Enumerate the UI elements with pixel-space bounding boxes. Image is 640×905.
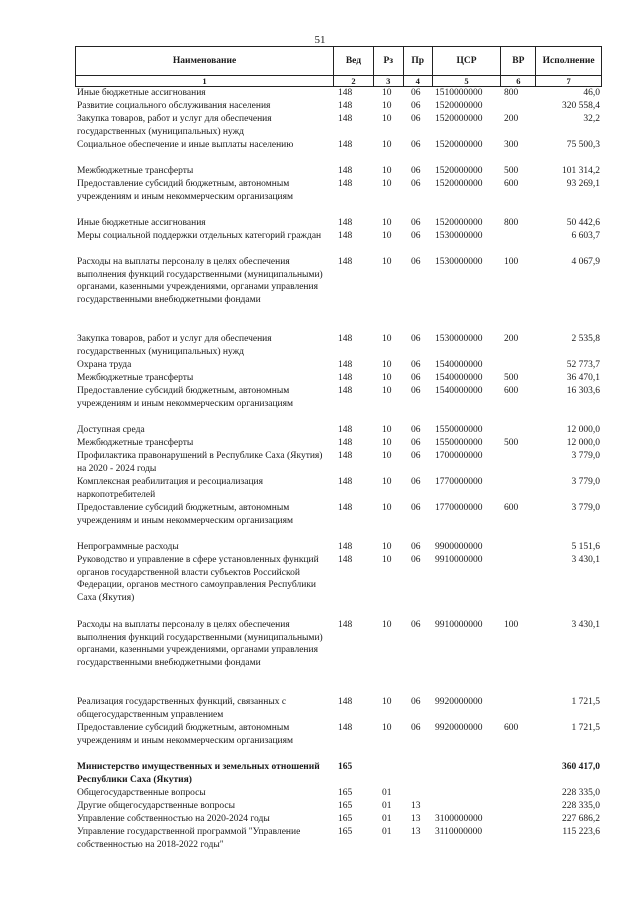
row-ved: 148 xyxy=(338,334,353,344)
row-pr: 06 xyxy=(411,166,421,176)
row-csr: 1770000000 xyxy=(435,477,483,487)
row-csr: 9900000000 xyxy=(435,542,483,552)
row-ved: 148 xyxy=(338,101,353,111)
row-ved: 148 xyxy=(338,360,353,370)
row-ved: 165 xyxy=(338,788,353,798)
row-vr: 200 xyxy=(504,114,519,124)
row-csr: 1520000000 xyxy=(435,101,483,111)
row-csr: 9910000000 xyxy=(435,620,483,630)
header-exec: Исполнение xyxy=(542,56,595,66)
row-ved: 148 xyxy=(338,697,353,707)
row-rz: 10 xyxy=(382,179,392,189)
row-csr: 9920000000 xyxy=(435,723,483,733)
row-csr: 1540000000 xyxy=(435,386,483,396)
row-rz: 10 xyxy=(382,503,392,513)
row-pr: 06 xyxy=(411,477,421,487)
row-vr xyxy=(502,554,537,604)
row-name: Закупка товаров, работ и услуг для обеспечения государственных (муниципальных) нужд xyxy=(77,114,272,137)
row-pr: 13 xyxy=(411,801,421,811)
row-csr: 9920000000 xyxy=(435,697,483,707)
row-rz: 10 xyxy=(382,101,392,111)
row-csr: 1700000000 xyxy=(435,451,483,461)
row-pr: 06 xyxy=(411,88,421,98)
row-exec: 1 721,5 xyxy=(571,723,600,733)
row-rz: 10 xyxy=(382,386,392,396)
row-vr xyxy=(502,541,537,554)
row-rz: 01 xyxy=(382,814,392,824)
table-header xyxy=(75,46,602,75)
row-vr xyxy=(502,787,537,800)
row-ved: 148 xyxy=(338,477,353,487)
row-csr: 1540000000 xyxy=(435,360,483,370)
row-vr: 500 xyxy=(504,166,519,176)
row-name: Расходы на выплаты персоналу в целях обеспечения выполнения функций государственными (муниципальными) органами, казенными учреждениями, органами управления государственными внебюджетными фондами xyxy=(77,620,323,668)
row-pr: 06 xyxy=(411,179,421,189)
row-name: Расходы на выплаты персоналу в целях обеспечения выполнения функций государственными (муниципальными) органами, казенными учреждениями, органами управления государственными внебюджетными фондами xyxy=(77,257,323,305)
row-csr: 1530000000 xyxy=(435,231,483,241)
table-row xyxy=(75,800,602,813)
table-row xyxy=(75,696,602,721)
row-rz: 10 xyxy=(382,373,392,383)
row-ved: 148 xyxy=(338,503,353,513)
column-number: 6 xyxy=(501,76,536,86)
row-pr: 06 xyxy=(411,555,421,565)
header-csr: ЦСР xyxy=(433,47,502,75)
row-name: Реализация государственных функций, связанных с общегосударственным управлением xyxy=(77,697,287,720)
table-row xyxy=(75,826,602,851)
column-number: 5 xyxy=(433,76,502,86)
row-name: Министерство имущественных и земельных отношений Республики Саха (Якутия) xyxy=(77,762,320,785)
row-vr xyxy=(502,100,537,113)
row-rz: 10 xyxy=(382,438,392,448)
row-exec: 46,0 xyxy=(583,88,600,98)
row-exec: 93 269,1 xyxy=(566,179,600,189)
row-name: Профилактика правонарушений в Республике Саха (Якутия) на 2020 - 2024 годы xyxy=(77,451,323,474)
row-vr: 100 xyxy=(504,620,519,630)
row-pr: 06 xyxy=(411,503,421,513)
row-name: Охрана труда xyxy=(77,360,132,370)
row-exec: 12 000,0 xyxy=(566,425,600,435)
row-rz: 01 xyxy=(382,827,392,837)
row-ved: 148 xyxy=(338,373,353,383)
row-ved: 148 xyxy=(338,257,353,267)
row-csr: 3110000000 xyxy=(435,827,483,837)
row-pr: 06 xyxy=(411,140,421,150)
row-vr xyxy=(502,230,537,243)
row-rz: 10 xyxy=(382,697,392,707)
row-name: Доступная среда xyxy=(77,425,145,435)
table-row xyxy=(75,541,602,554)
row-vr: 600 xyxy=(504,386,519,396)
row-exec: 2 535,8 xyxy=(571,334,600,344)
row-vr xyxy=(502,800,537,813)
row-exec: 228 335,0 xyxy=(562,801,600,811)
row-exec: 5 151,6 xyxy=(571,542,600,552)
row-exec: 12 000,0 xyxy=(566,438,600,448)
row-rz: 10 xyxy=(382,166,392,176)
row-csr: 1530000000 xyxy=(435,334,483,344)
row-rz: 10 xyxy=(382,542,392,552)
row-pr: 06 xyxy=(411,386,421,396)
row-vr: 500 xyxy=(504,373,519,383)
row-ved: 148 xyxy=(338,114,353,124)
table-row xyxy=(75,178,602,203)
row-pr: 06 xyxy=(411,373,421,383)
row-csr: 1520000000 xyxy=(435,166,483,176)
row-exec: 101 314,2 xyxy=(562,166,600,176)
row-vr xyxy=(502,359,537,372)
row-pr: 06 xyxy=(411,438,421,448)
row-exec: 1 721,5 xyxy=(571,697,600,707)
row-exec: 6 603,7 xyxy=(571,231,600,241)
row-ved: 165 xyxy=(338,762,353,772)
row-name: Общегосударственные вопросы xyxy=(77,788,206,798)
table-row xyxy=(75,619,602,669)
row-exec: 228 335,0 xyxy=(562,788,600,798)
row-name: Другие общегосударственные вопросы xyxy=(77,801,235,811)
row-vr xyxy=(502,813,537,826)
table-row xyxy=(75,372,602,385)
row-exec: 50 442,6 xyxy=(566,218,600,228)
row-vr: 500 xyxy=(504,438,519,448)
column-number: 4 xyxy=(404,76,433,86)
budget-table xyxy=(75,46,602,850)
table-row xyxy=(75,113,602,138)
row-name: Межбюджетные трансферты xyxy=(77,373,194,383)
table-row xyxy=(75,476,602,501)
header-ved: Вед xyxy=(334,47,374,75)
row-rz: 01 xyxy=(382,788,392,798)
row-ved: 148 xyxy=(338,88,353,98)
row-rz: 10 xyxy=(382,218,392,228)
row-exec: 52 773,7 xyxy=(566,360,600,370)
row-pr: 06 xyxy=(411,257,421,267)
table-row xyxy=(75,424,602,437)
row-csr: 3100000000 xyxy=(435,814,483,824)
row-ved: 148 xyxy=(338,166,353,176)
row-ved: 148 xyxy=(338,451,353,461)
row-exec: 3 779,0 xyxy=(571,503,600,513)
table-row xyxy=(75,385,602,410)
row-csr xyxy=(433,800,502,813)
row-ved: 165 xyxy=(338,801,353,811)
row-rz xyxy=(374,761,404,786)
row-pr: 06 xyxy=(411,231,421,241)
table-row xyxy=(75,165,602,178)
row-pr xyxy=(404,787,433,800)
row-rz: 10 xyxy=(382,360,392,370)
row-name: Управление государственной программой "Управление собственностью на 2018-2022 годы" xyxy=(77,827,301,850)
header-vr: ВР xyxy=(501,47,536,75)
row-rz: 10 xyxy=(382,425,392,435)
row-name: Закупка товаров, работ и услуг для обеспечения государственных (муниципальных) нужд xyxy=(77,334,272,357)
row-exec: 3 430,1 xyxy=(571,555,600,565)
row-ved: 148 xyxy=(338,438,353,448)
row-csr: 1550000000 xyxy=(435,438,483,448)
table-row xyxy=(75,437,602,450)
row-csr: 1520000000 xyxy=(435,218,483,228)
header-name: Наименование xyxy=(76,47,334,75)
table-row xyxy=(75,333,602,358)
row-vr: 600 xyxy=(504,723,519,733)
row-name: Меры социальной поддержки отдельных категорий граждан xyxy=(77,231,322,241)
row-csr: 1510000000 xyxy=(435,88,483,98)
table-row xyxy=(75,722,602,747)
row-name: Предоставление субсидий бюджетным, автономным учреждениям и иным некоммерческим организациям xyxy=(77,179,294,202)
row-rz: 10 xyxy=(382,88,392,98)
row-name: Управление собственностью на 2020-2024 годы xyxy=(77,814,270,824)
table-row xyxy=(75,256,602,306)
column-number: 3 xyxy=(374,76,404,86)
row-ved: 148 xyxy=(338,218,353,228)
row-name: Развитие социального обслуживания населения xyxy=(77,101,271,111)
row-vr: 800 xyxy=(504,218,519,228)
row-ved: 148 xyxy=(338,231,353,241)
row-ved: 148 xyxy=(338,179,353,189)
table-row xyxy=(75,502,602,527)
row-pr: 06 xyxy=(411,218,421,228)
row-ved: 148 xyxy=(338,386,353,396)
row-pr: 13 xyxy=(411,827,421,837)
row-pr: 06 xyxy=(411,451,421,461)
column-number: 2 xyxy=(334,76,374,86)
row-exec: 32,2 xyxy=(583,114,600,124)
column-number: 1 xyxy=(76,76,334,86)
table-row xyxy=(75,761,602,786)
row-rz: 10 xyxy=(382,140,392,150)
row-name: Иные бюджетные ассигнования xyxy=(77,218,206,228)
row-exec: 4 067,9 xyxy=(571,257,600,267)
row-exec: 320 558,4 xyxy=(562,101,600,111)
row-exec: 75 500,3 xyxy=(566,140,600,150)
table-row xyxy=(75,359,602,372)
row-exec: 360 417,0 xyxy=(562,762,600,772)
row-rz: 01 xyxy=(382,801,392,811)
table-row xyxy=(75,87,602,100)
row-ved: 165 xyxy=(338,827,353,837)
row-exec: 16 303,6 xyxy=(566,386,600,396)
row-name: Руководство и управление в сфере установленных функций органов государственной власти субъектов Российской Федерации, органов местного самоуправления Республики Саха (Якутия) xyxy=(77,555,319,603)
row-exec: 3 779,0 xyxy=(571,451,600,461)
row-vr: 800 xyxy=(504,88,519,98)
row-pr: 06 xyxy=(411,114,421,124)
row-pr: 06 xyxy=(411,334,421,344)
row-pr: 06 xyxy=(411,101,421,111)
row-vr xyxy=(502,424,537,437)
row-rz: 10 xyxy=(382,231,392,241)
row-csr: 1540000000 xyxy=(435,373,483,383)
header-rz: Рз xyxy=(374,47,404,75)
row-vr xyxy=(502,761,537,786)
table-row xyxy=(75,450,602,475)
row-exec: 3 779,0 xyxy=(571,477,600,487)
row-csr xyxy=(433,761,502,786)
row-exec: 115 223,6 xyxy=(562,827,600,837)
row-csr: 1520000000 xyxy=(435,179,483,189)
row-name: Межбюджетные трансферты xyxy=(77,166,194,176)
row-pr: 06 xyxy=(411,425,421,435)
row-rz: 10 xyxy=(382,555,392,565)
table-row xyxy=(75,217,602,230)
row-vr xyxy=(502,696,537,721)
row-name: Иные бюджетные ассигнования xyxy=(77,88,206,98)
row-csr xyxy=(433,787,502,800)
row-name: Непрограммные расходы xyxy=(77,542,179,552)
row-pr: 06 xyxy=(411,620,421,630)
row-csr: 1520000000 xyxy=(435,114,483,124)
row-vr xyxy=(502,450,537,475)
row-name: Предоставление субсидий бюджетным, автономным учреждениям и иным некоммерческим организациям xyxy=(77,386,294,409)
row-rz: 10 xyxy=(382,334,392,344)
row-vr: 600 xyxy=(504,179,519,189)
page-number: 51 xyxy=(314,34,326,46)
row-ved: 148 xyxy=(338,620,353,630)
row-rz: 10 xyxy=(382,477,392,487)
row-exec: 36 470,1 xyxy=(566,373,600,383)
row-csr: 1520000000 xyxy=(435,140,483,150)
row-exec: 227 686,2 xyxy=(562,814,600,824)
row-rz: 10 xyxy=(382,114,392,124)
row-pr: 06 xyxy=(411,697,421,707)
table-row xyxy=(75,230,602,243)
table-row xyxy=(75,100,602,113)
header-pr: Пр xyxy=(404,47,433,75)
row-vr: 200 xyxy=(504,334,519,344)
row-ved: 148 xyxy=(338,723,353,733)
column-numbers-row xyxy=(75,75,602,87)
row-rz: 10 xyxy=(382,257,392,267)
row-vr xyxy=(502,476,537,501)
row-vr: 300 xyxy=(504,140,519,150)
row-name: Предоставление субсидий бюджетным, автономным учреждениям и иным некоммерческим организациям xyxy=(77,723,294,746)
row-rz: 10 xyxy=(382,620,392,630)
row-csr: 1550000000 xyxy=(435,425,483,435)
row-name: Предоставление субсидий бюджетным, автономным учреждениям и иным некоммерческим организациям xyxy=(77,503,294,526)
row-ved: 148 xyxy=(338,140,353,150)
row-name: Межбюджетные трансферты xyxy=(77,438,194,448)
row-pr xyxy=(404,761,433,786)
row-csr: 1530000000 xyxy=(435,257,483,267)
row-ved: 148 xyxy=(338,555,353,565)
row-vr xyxy=(502,826,537,851)
column-number: 7 xyxy=(566,76,571,86)
row-rz: 10 xyxy=(382,723,392,733)
row-exec: 3 430,1 xyxy=(571,620,600,630)
row-name: Комплексная реабилитация и ресоциализация наркопотребителей xyxy=(77,477,263,500)
row-ved: 148 xyxy=(338,542,353,552)
table-row xyxy=(75,554,602,604)
row-name: Социальное обеспечение и иные выплаты населению xyxy=(77,140,294,150)
row-pr: 06 xyxy=(411,542,421,552)
row-ved: 165 xyxy=(338,814,353,824)
row-pr: 13 xyxy=(411,814,421,824)
row-pr: 06 xyxy=(411,723,421,733)
row-vr: 100 xyxy=(504,257,519,267)
table-row xyxy=(75,813,602,826)
row-csr: 9910000000 xyxy=(435,555,483,565)
table-row xyxy=(75,139,602,152)
row-vr: 600 xyxy=(504,503,519,513)
row-ved: 148 xyxy=(338,425,353,435)
row-csr: 1770000000 xyxy=(435,503,483,513)
table-row xyxy=(75,787,602,800)
row-pr: 06 xyxy=(411,360,421,370)
row-rz: 10 xyxy=(382,451,392,461)
